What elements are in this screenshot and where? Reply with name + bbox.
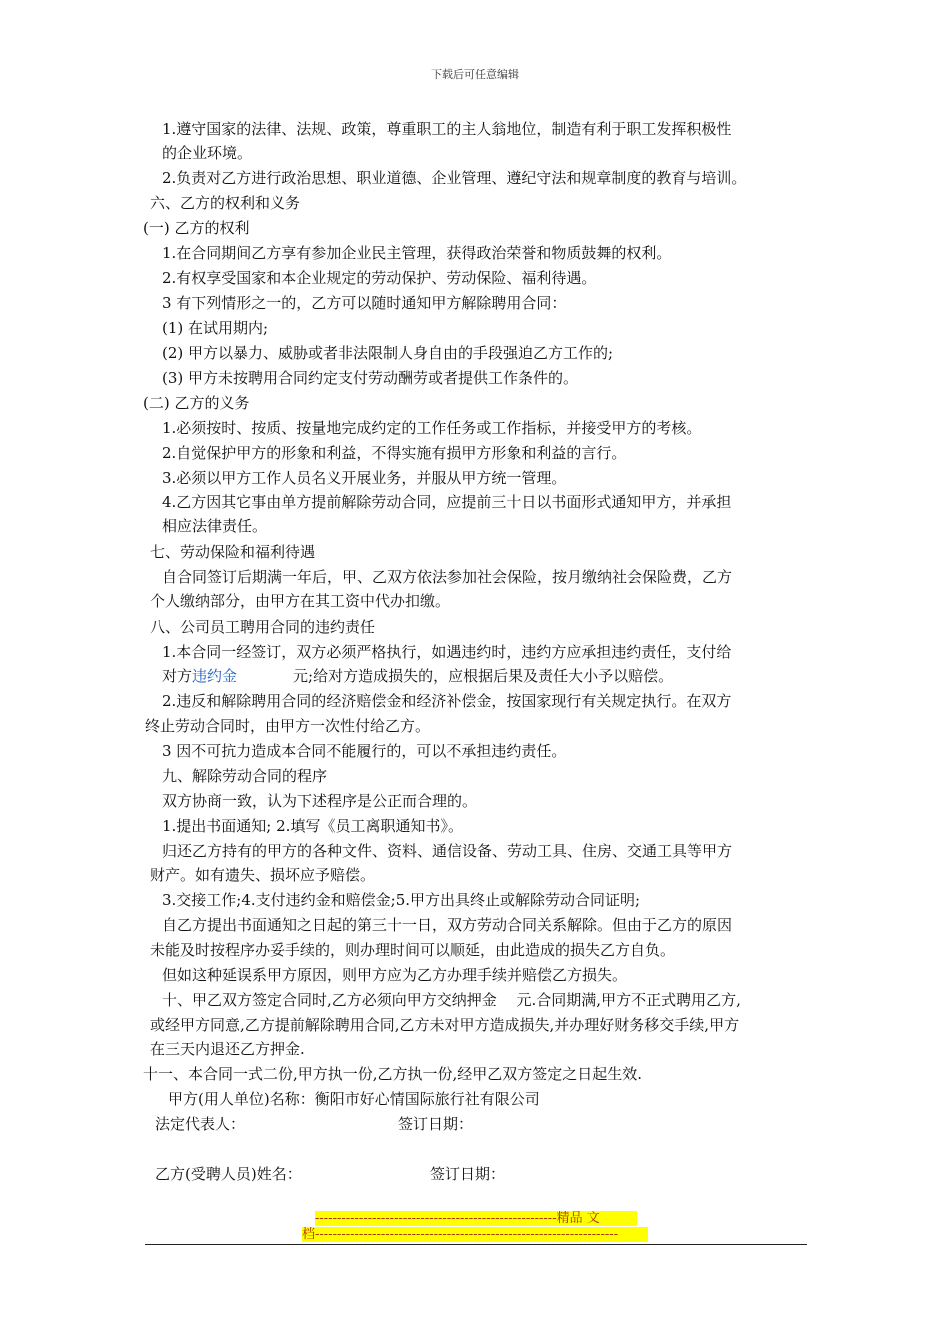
section-heading: 九、解除劳动合同的程序 bbox=[162, 767, 328, 785]
text-line: 双方协商一致，认为下述程序是公正而合理的。 bbox=[162, 792, 478, 810]
text-line: (3) 甲方未按聘用合同约定支付劳动酬劳或者提供工作条件的。 bbox=[162, 369, 579, 387]
text-line: 1.在合同期间乙方享有参加企业民主管理，获得政治荣誉和物质鼓舞的权利。 bbox=[162, 244, 672, 262]
signature-legal-rep-label: 法定代表人： bbox=[155, 1115, 246, 1133]
text-line: 的企业环境。 bbox=[162, 144, 253, 162]
text-line: 个人缴纳部分，由甲方在其工资中代办扣缴。 bbox=[150, 592, 451, 610]
text-line: 相应法律责任。 bbox=[162, 517, 268, 535]
text-line: 未能及时按程序办妥手续的，则办理时间可以顺延，由此造成的损失乙方自负。 bbox=[150, 941, 676, 959]
text-line: 自乙方提出书面通知之日起的第三十一日，双方劳动合同关系解除。但由于乙方的原因 bbox=[162, 916, 733, 934]
signature-employee-label: 乙方(受聘人员)姓名： bbox=[155, 1165, 302, 1183]
text-line: (1) 在试用期内; bbox=[162, 319, 269, 337]
text-line: 1.提出书面通知; 2.填写《员工离职通知书》。 bbox=[162, 817, 463, 835]
text-line: 3.交接工作;4.支付违约金和赔偿金;5.甲方出具终止或解除劳动合同证明; bbox=[162, 891, 641, 909]
text-line: 2.有权享受国家和本企业规定的劳动保护、劳动保险、福利待遇。 bbox=[162, 269, 597, 287]
section-heading: 十一、本合同一式二份,甲方执一份,乙方执一份,经甲乙双方签定之日起生效. bbox=[143, 1065, 643, 1083]
signature-employer-name: 甲方(用人单位)名称：衡阳市好心情国际旅行社有限公司 bbox=[168, 1090, 540, 1108]
penalty-prefix: 对方 bbox=[162, 667, 193, 685]
text-line: 3 有下列情形之一的，乙方可以随时通知甲方解除聘用合同： bbox=[162, 294, 567, 312]
text-line: (2) 甲方以暴力、威胁或者非法限制人身自由的手段强迫乙方工作的; bbox=[162, 344, 614, 362]
penalty-link: 违约金 bbox=[192, 667, 238, 685]
text-line: 归还乙方持有的甲方的各种文件、资料、通信设备、劳动工具、住房、交通工具等甲方 bbox=[162, 842, 733, 860]
text-line: 十、甲乙双方签定合同时,乙方必须向甲方交纳押金 元.合同期满,甲方不正式聘用乙方, bbox=[162, 991, 741, 1009]
text-line: 2.违反和解除聘用合同的经济赔偿金和经济补偿金，按国家现行有关规定执行。在双方 bbox=[162, 692, 732, 710]
text-line: 自合同签订后期满一年后，甲、乙双方依法参加社会保险，按月缴纳社会保险费，乙方 bbox=[162, 568, 733, 586]
footer-divider bbox=[145, 1244, 807, 1245]
section-heading: 七、劳动保险和福利待遇 bbox=[150, 543, 316, 561]
subsection-heading: (一) 乙方的权利 bbox=[143, 219, 250, 237]
text-line: 财产。如有遗失、损坏应予赔偿。 bbox=[150, 866, 376, 884]
text-line: 3 因不可抗力造成本合同不能履行的，可以不承担违约责任。 bbox=[162, 742, 567, 760]
section-heading: 六、乙方的权利和义务 bbox=[150, 194, 301, 212]
text-line: 4.乙方因其它事由单方提前解除劳动合同，应提前三十日以书面形式通知甲方，并承担 bbox=[162, 493, 732, 511]
text-line: 1.遵守国家的法律、法规、政策，尊重职工的主人翁地位，制造有利于职工发挥积极性 bbox=[162, 120, 732, 138]
section-heading: 八、公司员工聘用合同的违约责任 bbox=[150, 618, 376, 636]
footer-watermark-line1: -------------------------------------------------------精品 文 bbox=[315, 1211, 637, 1226]
penalty-suffix: 元;给对方造成损失的，应根据后果及责任大小予以赔偿。 bbox=[293, 667, 674, 685]
text-line: 1.必须按时、按质、按量地完成约定的工作任务或工作指标，并接受甲方的考核。 bbox=[162, 419, 702, 437]
text-line: 或经甲方同意,乙方提前解除聘用合同,乙方未对甲方造成损失,并办理好财务移交手续,甲方 bbox=[150, 1016, 740, 1034]
text-line: 3.必须以甲方工作人员名义开展业务，并服从甲方统一管理。 bbox=[162, 469, 567, 487]
subsection-heading: (二) 乙方的义务 bbox=[143, 394, 250, 412]
text-line: 终止劳动合同时，由甲方一次性付给乙方。 bbox=[145, 717, 431, 735]
text-line: 但如这种延误系甲方原因，则甲方应为乙方办理手续并赔偿乙方损失。 bbox=[162, 966, 628, 984]
text-line: 2.负责对乙方进行政治思想、职业道德、企业管理、遵纪守法和规章制度的教育与培训。 bbox=[162, 169, 747, 187]
text-line: 在三天内退还乙方押金. bbox=[150, 1040, 305, 1058]
text-line: 2.自觉保护甲方的形象和利益，不得实施有损甲方形象和利益的言行。 bbox=[162, 444, 627, 462]
text-line: 1.本合同一经签订，双方必须严格执行，如遇违约时，违约方应承担违约责任，支付给 bbox=[162, 643, 732, 661]
page-header: 下载后可任意编辑 bbox=[431, 68, 519, 81]
footer-watermark-line2: 档--------------------------------------------------------------------- bbox=[302, 1227, 648, 1242]
signature-date-label: 签订日期： bbox=[398, 1115, 474, 1133]
signature-date-label: 签订日期： bbox=[430, 1165, 506, 1183]
penalty-line bbox=[162, 666, 673, 686]
